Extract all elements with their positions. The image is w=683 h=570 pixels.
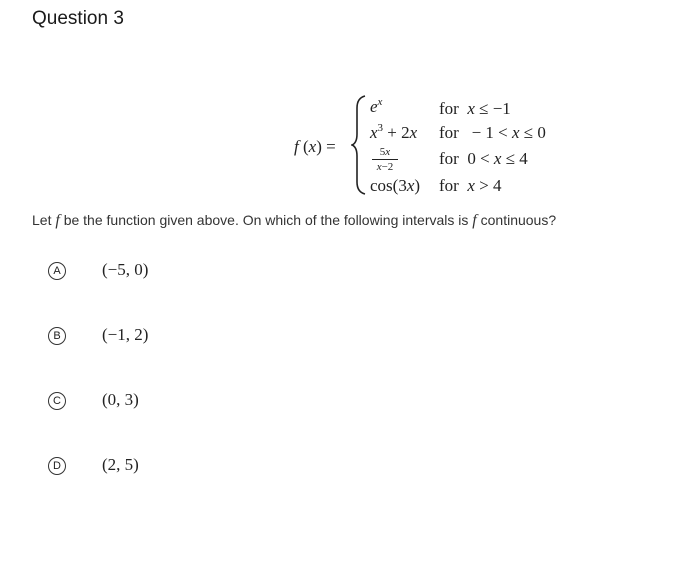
case-4-expression: cos(3x) [370,176,421,195]
choice-letter-b[interactable]: B [48,327,66,345]
choice-text-d[interactable]: (2, 5) [102,455,139,474]
case-2-condition: for − 1 < x ≤ 0 [439,123,546,142]
case-4-condition: for x > 4 [439,176,502,195]
left-brace [351,94,369,196]
case-2-expression: $x^3 + 2x$ [370,122,418,142]
case-1-condition: for x ≤ −1 [439,99,511,118]
function-label: f (x) = [294,137,336,156]
case-3-condition: for 0 < x ≤ 4 [439,149,528,168]
choice-letter-c[interactable]: C [48,392,66,410]
question-stem: Let f be the function given above. On which of the following intervals is f continuous? [32,212,557,229]
case-1-expression: $e^x$ [370,96,383,116]
choice-text-a[interactable]: (−5, 0) [102,260,149,279]
question-title: Question 3 [32,8,124,29]
case-3-expression: $\frac{5x}{x-2}$ [372,146,398,173]
choice-letter-d[interactable]: D [48,457,66,475]
choice-text-b[interactable]: (−1, 2) [102,325,149,344]
choice-text-c[interactable]: (0, 3) [102,390,139,409]
choice-letter-a[interactable]: A [48,262,66,280]
